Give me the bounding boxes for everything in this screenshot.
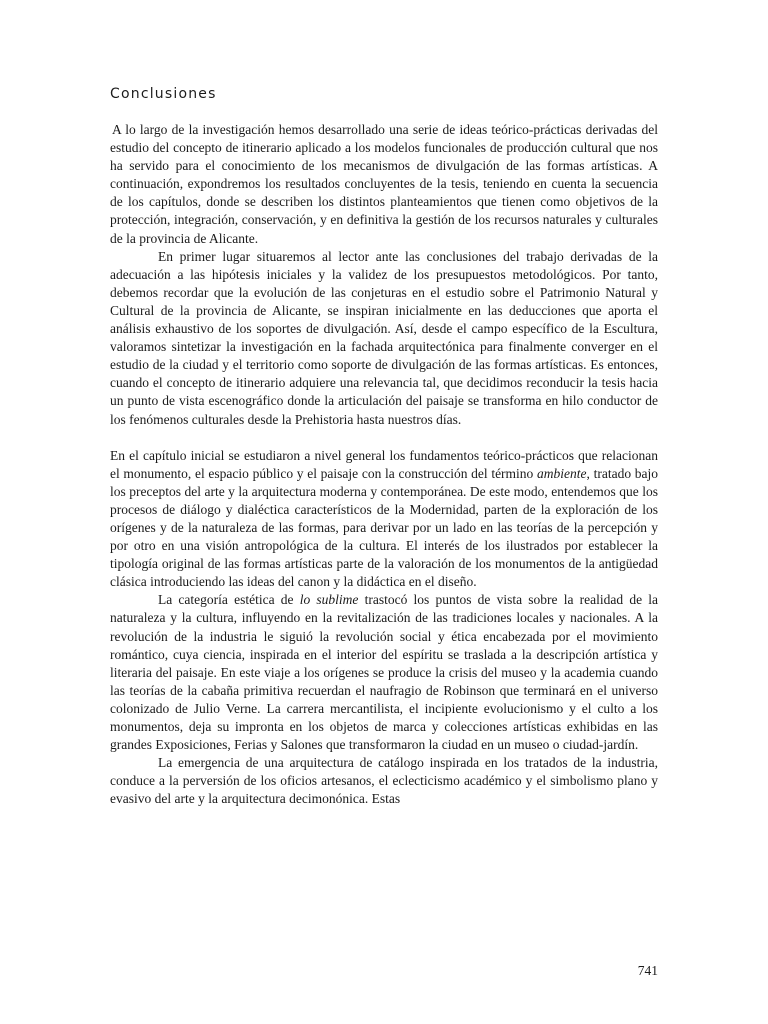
paragraph-p1 <box>110 121 658 248</box>
paragraph-text: A lo largo de la investigación hemos desarrollado una serie de ideas teórico-prácticas derivadas del estudio del concepto de itinerario aplicado a los modelos funcionales de producción cultural que nos ha servido para el conocimiento de los mecanismos de divulgación de las formas artísticas. A continuación, expondremos los resultados concluyentes de la tesis, teniendo en cuenta la secuencia de los capítulos, donde se describen los distintos planteamientos que tienen como objetivos de la protección, integración, conservación, y en definitiva la gestión de los recursos naturales y culturales de la provincia de Alicante. <box>110 122 658 246</box>
paragraph-text: En el capítulo inicial se estudiaron a nivel general los fundamentos teórico-prácticos que relacionan el monumento, el espacio público y el paisaje con la construcción del término <box>110 447 658 481</box>
italic-term: ambiente <box>537 465 587 481</box>
paragraph-text: La categoría estética de <box>158 592 300 608</box>
paragraph-text: La emergencia de una arquitectura de catálogo inspirada en los tratados de la industria, conduce a la perversión de los oficios artesanos, el eclecticismo académico y el simbolismo plano y evasivo del arte y la arquitectura decimonónica. Estas <box>110 755 658 807</box>
paragraph-p4 <box>110 591 658 754</box>
italic-term: lo sublime <box>299 592 359 608</box>
paragraph-p5 <box>110 754 658 808</box>
paragraph-text: En primer lugar situaremos al lector ante las conclusiones del trabajo derivadas de la adecuación a las hipótesis iniciales y la validez de los presupuestos metodológicos. Por tanto, debemos recordar que la evolución de las conjeturas en el estudio sobre el Patrimonio Natural y Cultural de la provincia de Alicante, se inspiran inicialmente en las deducciones que aporta el análisis exhaustivo de los soportes de divulgación. Así, desde el campo específico de la Escultura, valoramos sintetizar la investigación en la fachada arquitectónica para finalmente converger en el estudio de la ciudad y el territorio como soporte de divulgación de las formas artísticas. Es entonces, cuando el concepto de itinerario adquiere una relevancia tal, que decidimos reconducir la tesis hacia un punto de vista escenográfico donde la articulación del paisaje se transforma en hilo conductor de los fenómenos culturales desde la Prehistoria hasta nuestros días. <box>110 248 658 427</box>
paragraph-p3 <box>110 447 658 592</box>
paragraph-text: trastocó los puntos de vista sobre la realidad de la naturaleza y la cultura, influyendo en la revitalización de las tradiciones locales y nacionales. A la revolución de la industria le siguió la revolución social y ética encabezada por el movimiento romántico, cuya ciencia, inspirada en el interior del espíritu se traslada a la descripción artística y literaria del paisaje. En este viaje a los orígenes se produce la crisis del museo y la academia cuando las teorías de la cabaña primitiva recuerdan el naufragio de Robinson que terminará en el universo colonizado de Julio Verne. La carrera mercantilista, el incipiente evolucionismo y el culto a los monumentos, deja su impronta en los objetos de marca y colecciones artísticas exhibidas en las grandes Exposiciones, Ferias y Salones que transformaron la ciudad en un museo o ciudad-jardín. <box>110 592 659 753</box>
body-text <box>110 121 658 808</box>
paragraph-p2 <box>110 248 658 429</box>
page-number: 741 <box>637 963 658 978</box>
section-heading: Conclusiones <box>110 86 217 102</box>
paragraph-text: , tratado bajo los preceptos del arte y la arquitectura moderna y contemporánea. De este modo, entendemos que los procesos de diálogo y dialéctica característicos de la Modernidad, parten de la exploración de los orígenes y de la naturaleza de las formas, para derivar por un lado en las teorías de la percepción y por otro en una visión antropológica de la cultura. El interés de los ilustrados por establecer la tipología original de las formas artísticas parte de la valoración de los monumentos de la antigüedad clásica introduciendo las ideas del canon y la didáctica en el diseño. <box>110 465 658 590</box>
